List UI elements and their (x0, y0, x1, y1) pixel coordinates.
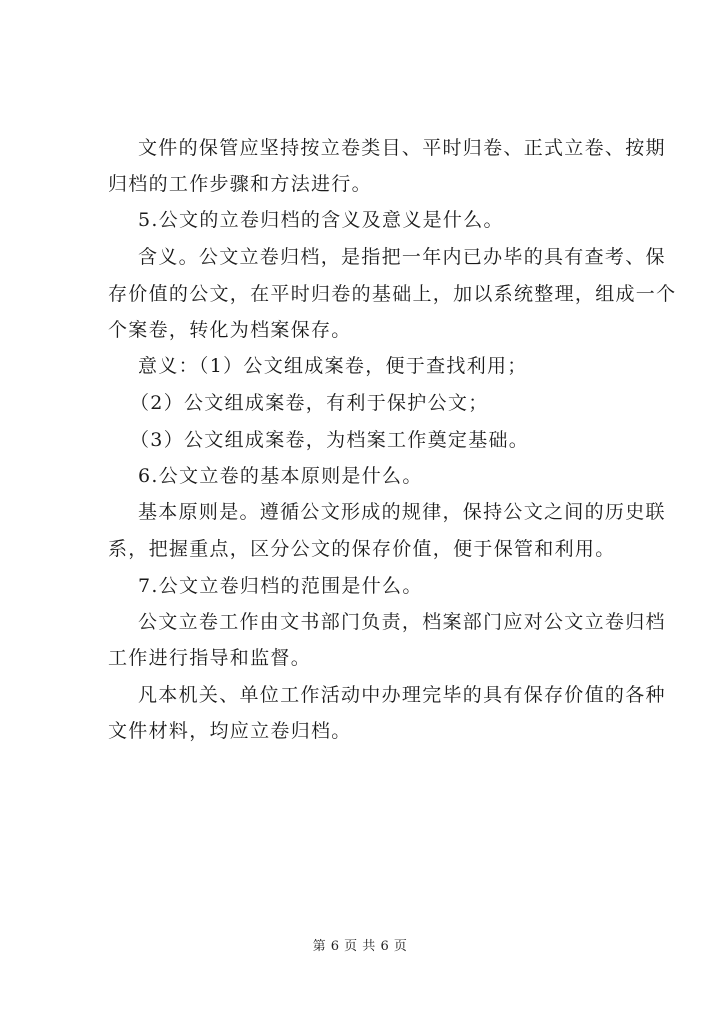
paragraph-line: 基本原则是。遵循公文形成的规律，保持公文之间的历史联 (138, 501, 666, 523)
paragraph-line: 工作进行指导和监督。 (108, 647, 312, 669)
section-heading: 5.公文的立卷归档的含义及意义是什么。 (138, 209, 504, 231)
paragraph-line: 凡本机关、单位工作活动中办理完毕的具有保存价值的各种 (138, 684, 666, 706)
paragraph-line: 存价值的公文，在平时归卷的基础上，加以系统整理，组成一个 (108, 283, 677, 305)
paragraph-line: 文件的保管应坚持按立卷类目、平时归卷、正式立卷、按期 (138, 137, 666, 159)
paragraph-line: 个案卷，转化为档案保存。 (108, 319, 352, 341)
paragraph-line: 公文立卷工作由文书部门负责，档案部门应对公文立卷归档 (138, 611, 666, 633)
section-heading: 6.公文立卷的基本原则是什么。 (138, 465, 423, 487)
paragraph-line: 文件材料，均应立卷归档。 (108, 720, 352, 742)
paragraph-line: 归档的工作步骤和方法进行。 (108, 173, 372, 195)
paragraph-line: （3）公文组成案卷，为档案工作奠定基础。 (130, 429, 530, 451)
paragraph-line: 意义：（1）公文组成案卷，便于查找利用； (138, 355, 528, 377)
paragraph-line: （2）公文组成案卷，有利于保护公文； (130, 392, 489, 414)
page-number-footer: 第 6 页 共 6 页 (312, 939, 408, 954)
paragraph-line: 含义。公文立卷归档，是指把一年内已办毕的具有查考、保 (138, 246, 666, 268)
section-heading: 7.公文立卷归档的范围是什么。 (138, 575, 423, 597)
paragraph-line: 系，把握重点，区分公文的保存价值，便于保管和利用。 (108, 538, 616, 560)
